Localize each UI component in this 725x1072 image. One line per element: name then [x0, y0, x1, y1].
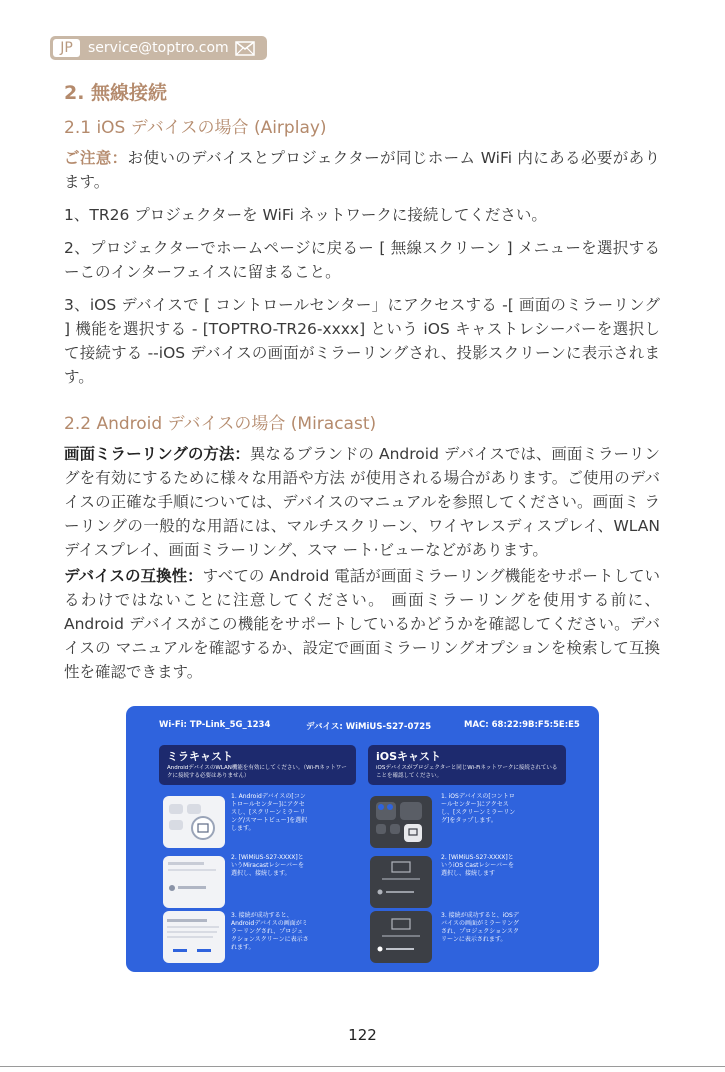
support-email[interactable]: service@toptro.com [88, 40, 229, 56]
ios-screenshot-3 [370, 911, 432, 963]
miracast-step-1: 1. Androidデバイスの[コントロールセンター]にアクセスし、[スクリーンミラーリング/スマートビュー]を選択します。 [231, 793, 308, 832]
ioscast-step-2: 2. [WiMiUS-S27-XXXX]というiOS Castレシーバーを選択し、接続します [441, 854, 515, 877]
mail-icon [235, 41, 255, 56]
device-list-icon [163, 856, 225, 908]
note-text: お使いのデバイスとプロジェクターが同じホーム WiFi 内にある必要があります。 [64, 149, 660, 191]
android-screenshot-1 [163, 796, 225, 848]
android-subsection-title: 2.2 Android デバイスの場合 (Miracast) [64, 414, 377, 434]
main-content [64, 78, 660, 684]
miracast-panel [159, 745, 356, 785]
ios-control-center-icon [370, 796, 432, 848]
bottom-divider [0, 1066, 725, 1067]
ioscast-step-3: 3. 接続が成功すると、iOSデバイスの画面がミラーリングされ、プロジェクションスクリーンに表示されます。 [441, 912, 519, 943]
ioscast-subtitle: iOSデバイスがプロジェクターと同じWi-Fiネットワークに接続されていることを確認してください。 [376, 765, 558, 779]
miracast-title: ミラキャスト [167, 750, 233, 763]
method-label: 画面ミラーリングの方法： [64, 445, 250, 463]
method-text: 異なるブランドの Android デバイスでは、画面ミラーリングを有効にするために様々な用語や方法 が使用される場合があります。ご使用のデバイスの正確な手順については、デバイスのマニュアルを参照してください。画面ミ ラーリングの一般的な用語には、マルチスクリーン、ワイヤレスディスプレイ、WLAN デイスプレイ、画面ミラーリング、スマ ート·ビューなどがあります。 [64, 445, 660, 559]
ios-screenshot-2 [370, 856, 432, 908]
ioscast-panel [368, 745, 566, 785]
ios-step-2: 2、プロジェクターでホームページに戻るー [ 無線スクリーン ] メニューを選択するーこのインターフェイスに留まること。 [64, 239, 660, 281]
contact-badge [50, 36, 267, 60]
ioscast-step-1: 1. iOSデバイスの[コントロールセンター]にアクセスし、[スクリーンミラーリング]をタップします。 [441, 793, 516, 824]
ios-step-1: 1、TR26 プロジェクターを WiFi ネットワークに接続してください。 [64, 206, 547, 224]
android-control-center-icon [163, 796, 225, 848]
ioscast-title: iOSキャスト [376, 750, 442, 763]
ios-step-3: 3、iOS デバイスで [ コントロールセンター」にアクセスする -[ 画面のミラーリング ] 機能を選択する - [TOPTRO-TR26-xxxx] という iOS キャストレシーバーを選択して接続する --iOS デバイスの画面がミラーリングされ、投影スクリーンに表示されます。 [64, 296, 660, 386]
compat-label: デバイスの互換性： [64, 567, 203, 585]
section-title: 2. 無線接続 [64, 82, 168, 104]
miracast-step-3: 3. 接続が成功すると、Androidデバイスの画面がミラーリングされ、プロジェクションスクリーンに表示されます。 [231, 912, 309, 951]
android-method [64, 442, 660, 562]
ios-mirroring-list-icon [370, 856, 432, 908]
page-number: 122 [348, 1026, 377, 1044]
language-label: JP [53, 39, 80, 57]
ios-note [64, 146, 660, 194]
figure-mac-info: MAC: 68:22:9B:F5:5E:E5 [464, 720, 580, 730]
miracast-step-2: 2. [WiMiUS-S27-XXXX]というMiracastレシーバーを選択し、接続します。 [231, 854, 304, 877]
connection-dialog-icon [163, 911, 225, 963]
figure-wifi-info: Wi-Fi: TP-Link_5G_1234 [159, 720, 271, 730]
android-screenshot-2 [163, 856, 225, 908]
figure-device-info: デバイス: WiMiUS-S27-0725 [306, 722, 432, 732]
miracast-subtitle: AndroidデバイスのWLAN機能を有効にしてください。（Wi-Fiネットワークに接続する必要はありません） [167, 765, 347, 779]
android-screenshot-3 [163, 911, 225, 963]
android-compatibility [64, 564, 660, 684]
wireless-screen-figure [126, 706, 599, 972]
ios-connected-icon [370, 911, 432, 963]
ios-screenshot-1 [370, 796, 432, 848]
compat-text: すべての Android 電話が画面ミラーリング機能をサポートしているわけではないことに注意してください。 画面ミラーリングを使用する前に、Android デバイスがこの機能をサポートしているかどうかを確認してください。デバイスの マニュアルを確認するか、設定で画面ミラーリングオプションを検索して互換性を確認できます。 [64, 567, 660, 681]
note-label: ご注意： [64, 149, 128, 167]
ios-subsection-title: 2.1 iOS デバイスの場合 (Airplay) [64, 118, 327, 138]
